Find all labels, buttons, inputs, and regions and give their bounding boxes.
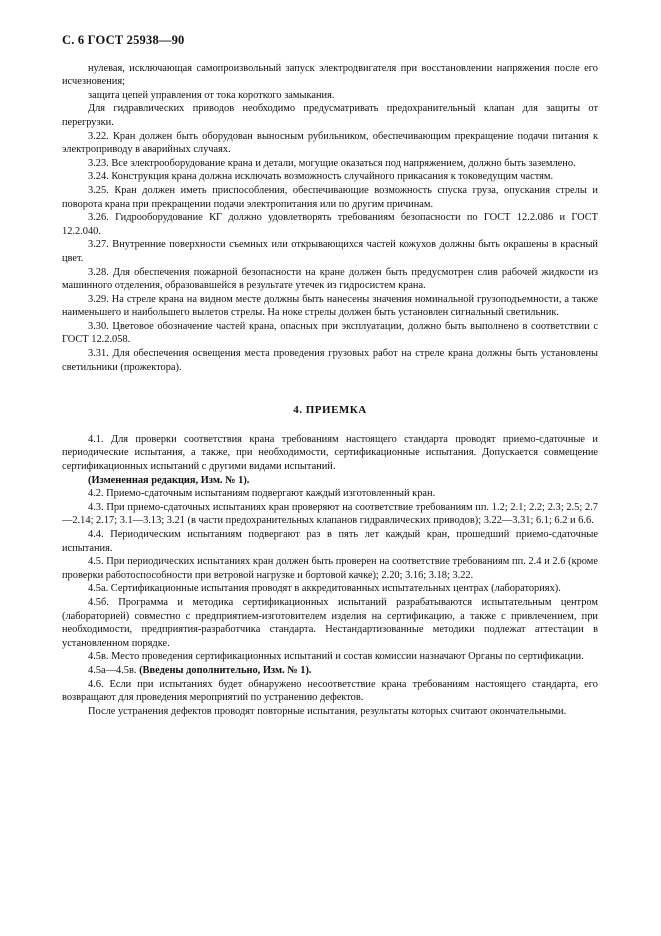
paragraph-p4-4: 4.4. Периодическим испытаниям подвергают раз в пять лет каждый кран, прошедший приемо-сдаточные испытания. [62, 529, 598, 554]
tail-paragraphs [62, 678, 598, 719]
paragraph-p3-27: 3.27. Внутренние поверхности съемных или открывающихся частей кожухов должны быть окрашены в красный цвет. [62, 239, 598, 264]
paragraph-p3-26: 3.26. Гидрооборудование КГ должно удовлетворять требованиям безопасности по ГОСТ 12.2.086 и ГОСТ 12.2.040. [62, 212, 598, 237]
paragraph-p4-5a: 4.5а. Сертификационные испытания проводят в аккредитованных испытательных центрах (лабораториях). [88, 583, 561, 595]
paragraph-cont3: Для гидравлических приводов необходимо предусматривать предохранительный клапан для защиты от перегрузки. [62, 103, 598, 128]
note-added-text: (Введены дополнительно, Изм. № 1). [139, 664, 312, 676]
note-added [62, 664, 598, 678]
paragraph-p4-1: 4.1. Для проверки соответствия крана требованиям настоящего стандарта проводят приемо-сдаточные и периодические испытания, а также, при необходимости, сертификационные испытания. Допускается совмещение сертификационных испытаний с другими видами испытаний. [62, 433, 598, 473]
paragraph-p3-30: 3.30. Цветовое обозначение частей крана, опасных при эксплуатации, должно быть выполнено в соответствии с ГОСТ 12.2.058. [62, 320, 598, 346]
page-header: С. 6 ГОСТ 25938—90 [62, 33, 185, 47]
note-added-prefix: 4.5а—4.5в. [88, 664, 140, 676]
paragraph-p4-5b: 4.5б. Программа и методика сертификационных испытаний разрабатываются испытательным центром (лабораторией) совместно с предприятием-изготовителем изделия на сертификацию, а также с привлечением, при необходимости, предприятия-разработчика стандарта. Нестандартизованные методики подлежат аттестации в установленном порядке. [62, 596, 598, 649]
paragraph-p3-22: 3.22. Кран должен быть оборудован выносным рубильником, обеспечивающим прекращение подачи питания к электроприводу в аварийных случаях. [62, 130, 598, 156]
paragraph-p3-31: 3.31. Для обеспечения освещения места проведения грузовых работ на стреле крана должны быть установлены светильники (прожектора). [62, 348, 598, 373]
paragraph-p3-29: 3.29. На стреле крана на видном месте должны быть нанесены значения номинальной грузоподъемности, а также наименьшего и наибольшего вылетов стрелы. На ноке стрелы должен быть установлен сигнальный светильник. [62, 293, 598, 319]
section-title: 4. ПРИЕМКА [293, 404, 367, 417]
section-paragraphs [62, 433, 598, 664]
paragraph-cont1: нулевая, исключающая самопроизвольный запуск электродвигателя при восстановлении напряжения после его исчезновения; [62, 62, 598, 88]
paragraph-p3-28: 3.28. Для обеспечения пожарной безопасности на кране должен быть предусмотрен слив рабочей жидкости из машинного отделения, образовавшейся в результате утечек из гидросистем крана. [62, 266, 598, 292]
paragraph-p4-6: 4.6. Если при испытаниях будет обнаружено несоответствие крана требованиям настоящего стандарта, его возвращают для проведения мероприятий по устранению дефектов. [62, 678, 598, 704]
paragraph-p4-5: 4.5. При периодических испытаниях кран должен быть проверен на соответствие требованиям пп. 2.4 и 2.6 (кроме проверки работоспособности при ветровой нагрузке и бортовой качке); 2.20; 3.16; 3.18; 3.22. [62, 556, 598, 581]
paragraph-p3-23: 3.23. Все электрооборудование крана и детали, могущие оказаться под напряжением, должно быть заземлено. [88, 157, 576, 169]
paragraph-p4-6b: После устранения дефектов проводят повторные испытания, результаты которых считают окончательными. [88, 705, 567, 717]
paragraph-note1: (Измененная редакция, Изм. № 1). [88, 474, 250, 486]
paragraph-p4-5v: 4.5в. Место проведения сертификационных испытаний и состав комиссии назначают Органы по сертификации. [88, 651, 584, 663]
paragraph-p4-3: 4.3. При приемо-сдаточных испытаниях кран проверяют на соответствие требованиям пп. 1.2; 2.1; 2.2; 2.3; 2.5; 2.7—2.14; 2.17; 3.1—3.13; 3.21 (в части предохранительных клапанов гидравлических приводов); 3.22—3.31; 6.1; 6.2 и 6.6. [62, 501, 598, 527]
document-page [62, 34, 598, 718]
top-paragraphs [62, 62, 598, 375]
paragraph-p3-24: 3.24. Конструкция крана должна исключать возможность случайного прикасания к токоведущим частям. [88, 171, 554, 183]
paragraph-p3-25: 3.25. Кран должен иметь приспособления, обеспечивающие возможность спуска груза, опускания стрелы и поворота крана при прекращении подачи электропитания или по другим причинам. [62, 184, 598, 210]
paragraph-p4-2: 4.2. Приемо-сдаточным испытаниям подвергают каждый изготовленный кран. [88, 488, 436, 500]
paragraph-cont2: защита цепей управления от тока короткого замыкания. [88, 89, 335, 101]
